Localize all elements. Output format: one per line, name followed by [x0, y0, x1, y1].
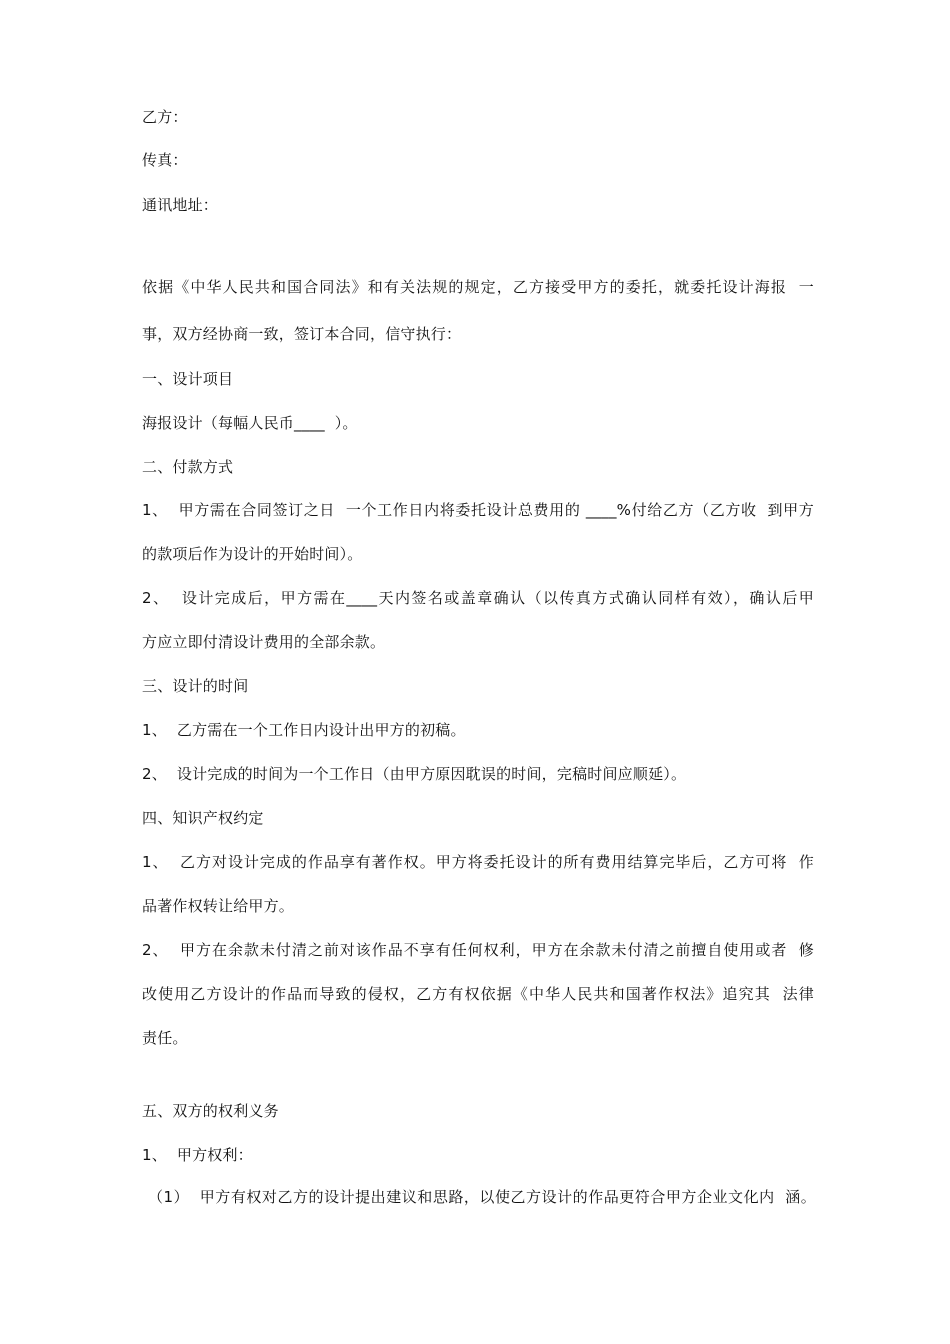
- section-5-item-1: 1、 甲方权利：: [142, 1146, 253, 1164]
- section-4-item-1-line-2: 品著作权转让给甲方。: [142, 897, 295, 915]
- section-2-item-1-line-2: 的款项后作为设计的开始时间）。: [142, 545, 363, 563]
- section-2-item-1-line-1: 1、 甲方需在合同签订之日 一个工作日内将委托设计总费用的 ____%付给乙方（乙方收 到甲方: [142, 501, 814, 519]
- section-2-item-2-line-1: 2、 设计完成后，甲方需在____天内签名或盖章确认（以传真方式确认同样有效），确认后甲: [142, 589, 814, 607]
- intro-line-2: 事，双方经协商一致，签订本合同，信守执行：: [142, 325, 462, 343]
- section-3-item-1: 1、 乙方需在一个工作日内设计出甲方的初稿。: [142, 721, 466, 739]
- party-b-label: 乙方：: [142, 108, 188, 126]
- section-4-item-1-line-1: 1、 乙方对设计完成的作品享有著作权。甲方将委托设计的所有费用结算完毕后，乙方可将 作: [142, 853, 814, 871]
- section-2-title: 二、付款方式: [142, 458, 234, 476]
- section-4-title: 四、知识产权约定: [142, 809, 264, 827]
- section-2-item-2-line-2: 方应立即付清设计费用的全部余款。: [142, 633, 386, 651]
- intro-line-1: 依据《中华人民共和国合同法》和有关法规的规定，乙方接受甲方的委托，就委托设计海报 一: [142, 278, 814, 296]
- section-4-item-2-line-3: 责任。: [142, 1029, 188, 1047]
- section-1-title: 一、设计项目: [142, 370, 234, 388]
- section-4-item-2-line-1: 2、 甲方在余款未付清之前对该作品不享有任何权利，甲方在余款未付清之前擅自使用或者 修: [142, 941, 814, 959]
- address-label: 通讯地址：: [142, 196, 219, 214]
- section-5-title: 五、双方的权利义务: [142, 1102, 279, 1120]
- fax-label: 传真：: [142, 151, 188, 169]
- section-3-title: 三、设计的时间: [142, 677, 249, 695]
- section-3-item-2: 2、 设计完成的时间为一个工作日（由甲方原因耽误的时间，完稿时间应顺延）。: [142, 765, 687, 783]
- section-1-text: 海报设计（每幅人民币____ ）。: [142, 414, 358, 432]
- section-5-item-1-sub-1: （1） 甲方有权对乙方的设计提出建议和思路，以使乙方设计的作品更符合甲方企业文化内 涵。: [148, 1188, 816, 1206]
- section-4-item-2-line-2: 改使用乙方设计的作品而导致的侵权，乙方有权依据《中华人民共和国著作权法》追究其 法律: [142, 985, 814, 1003]
